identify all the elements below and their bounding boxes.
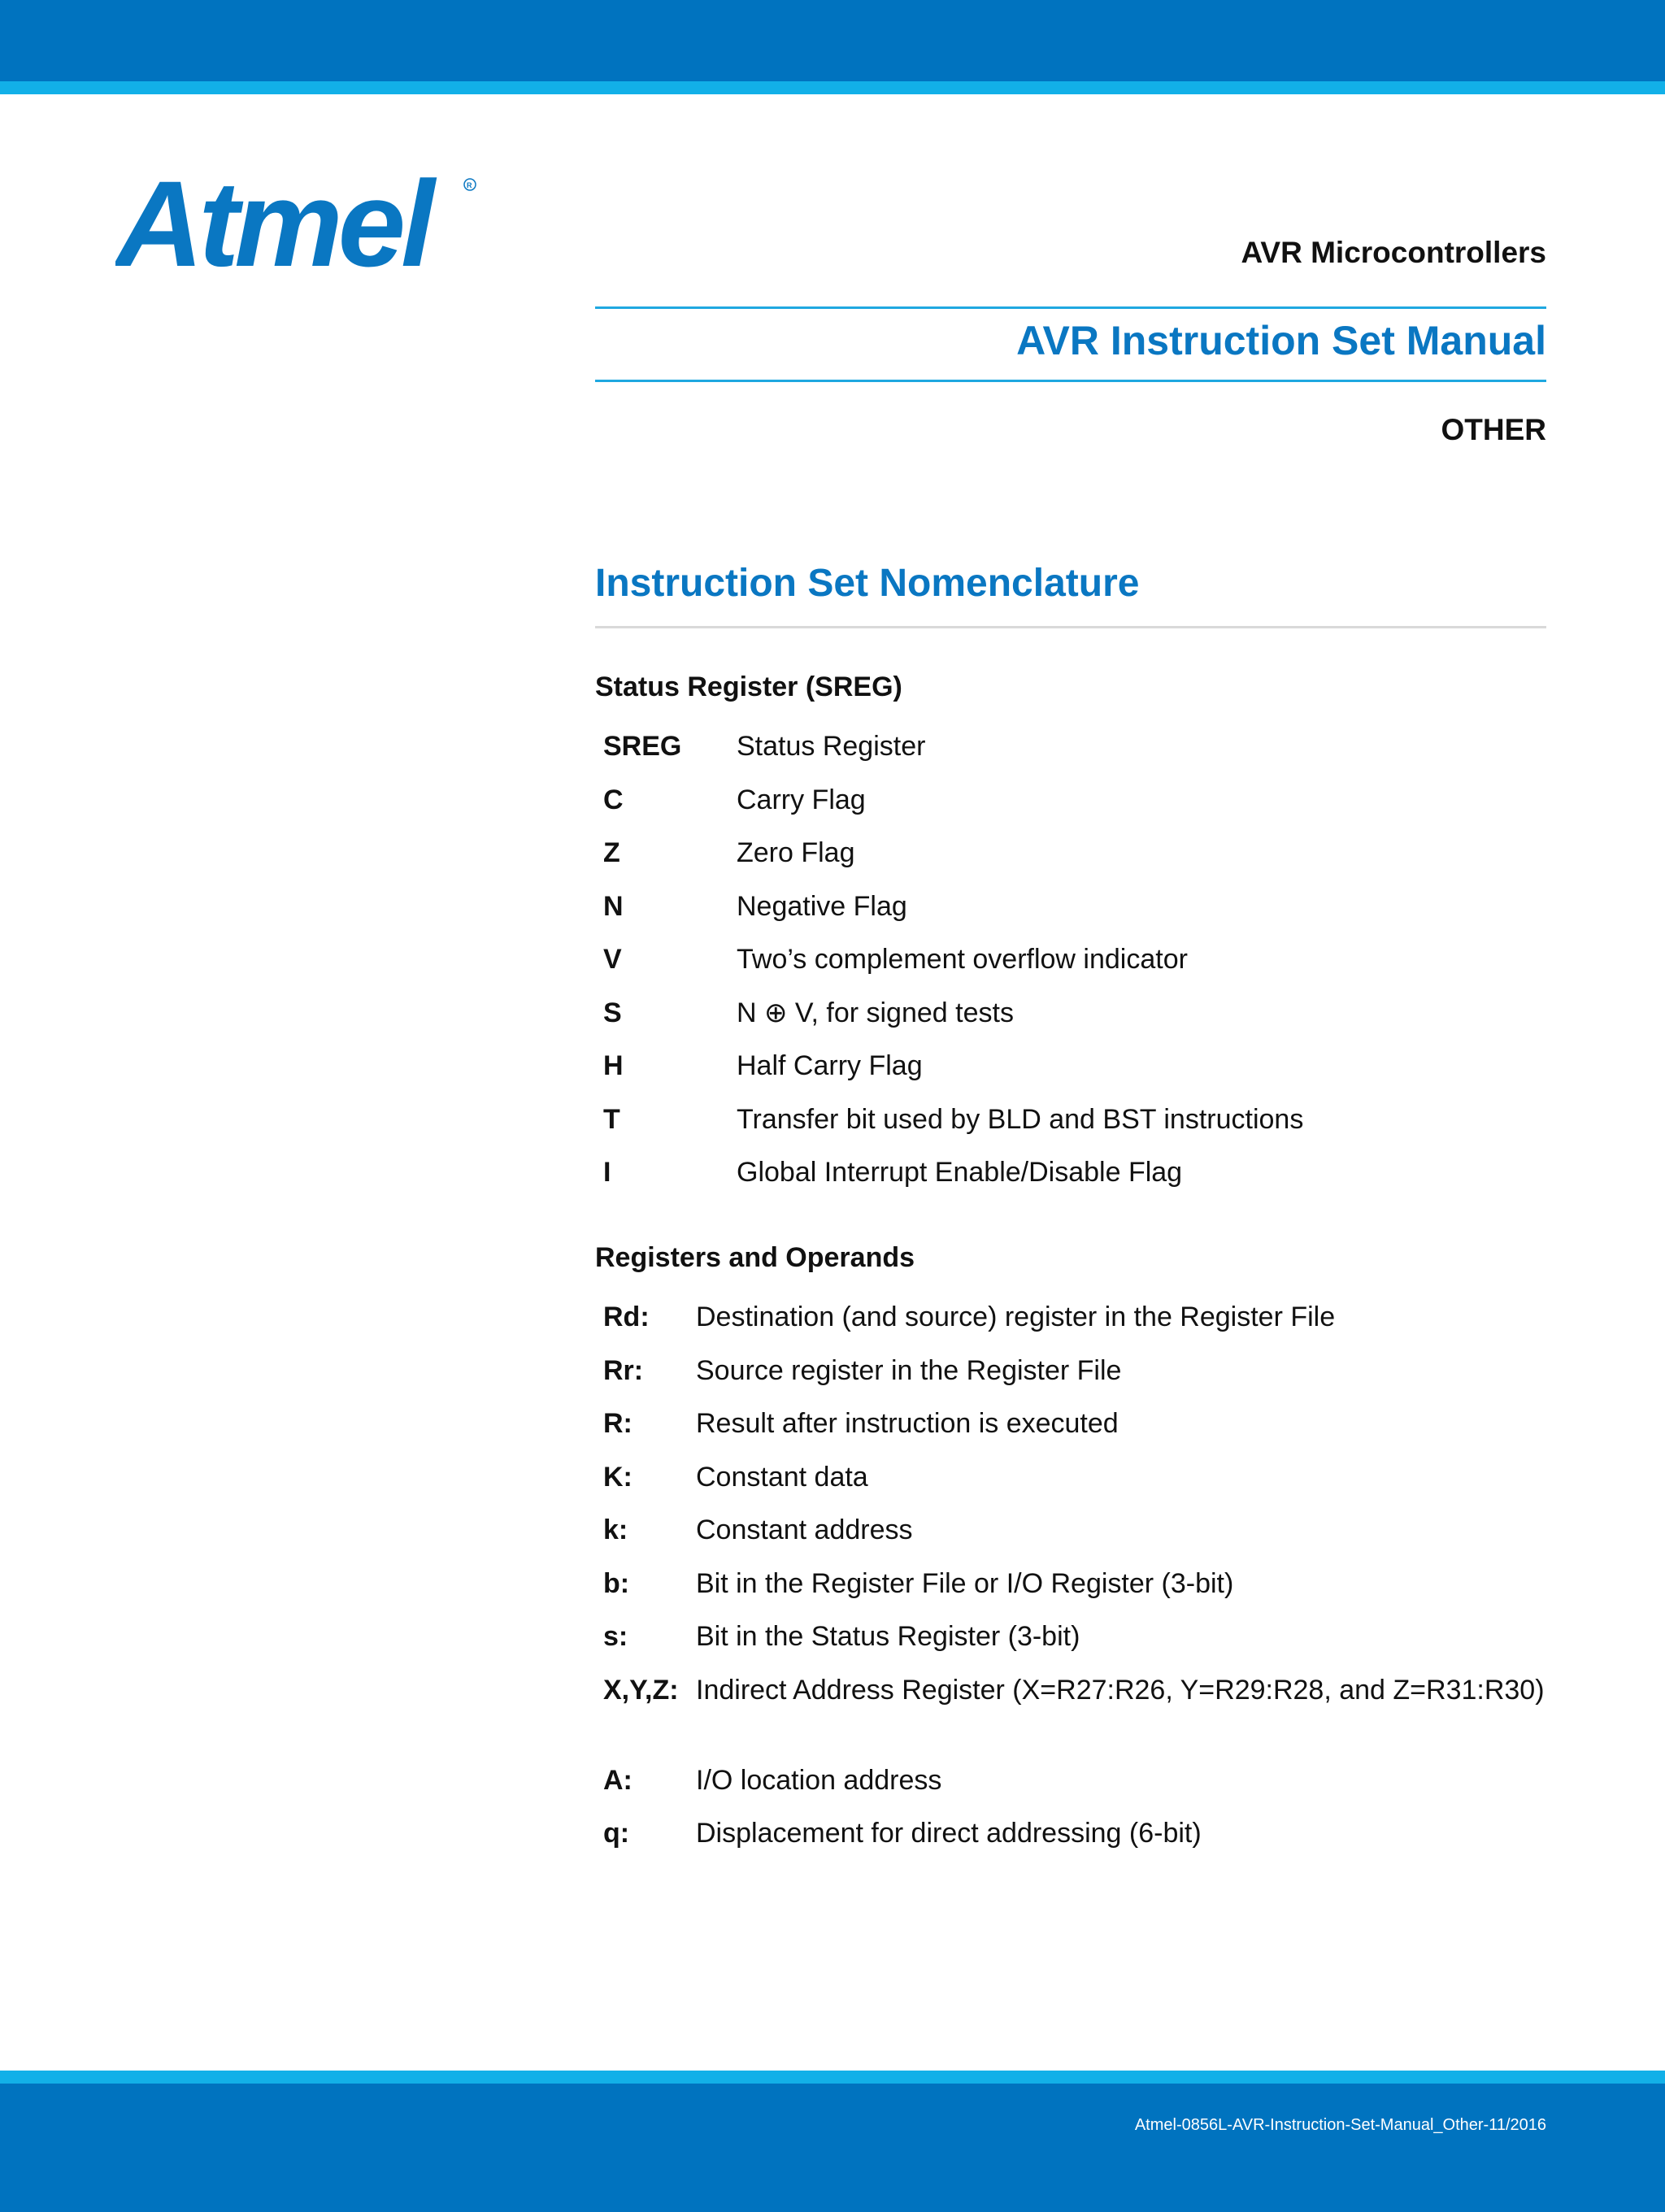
list-item [603, 835, 1546, 889]
operand-description: Displacement for direct addressing (6-bit) [696, 1818, 1202, 1849]
operand-term: b: [603, 1567, 630, 1599]
operand-term: A: [603, 1764, 633, 1796]
operand-term: Rd: [603, 1302, 650, 1332]
atmel-logo [115, 167, 489, 280]
list-item [603, 1815, 1546, 1869]
flag-term: V [603, 944, 622, 975]
svg-text:Atmel: Atmel [115, 167, 430, 280]
operand-term: s: [603, 1621, 628, 1652]
list-item [603, 782, 1546, 836]
header-accent-stripe [0, 81, 1665, 94]
document-title: AVR Instruction Set Manual [1016, 318, 1546, 363]
status-register-list [603, 728, 1546, 1208]
list-item [603, 1353, 1546, 1406]
list-item [603, 941, 1546, 995]
operand-description: Destination (and source) register in the Register File [696, 1302, 1336, 1332]
operand-description: Indirect Address Register (X=R27:R26, Y=R29:R28, and Z=R31:R30) [696, 1674, 1545, 1706]
list-item [603, 1459, 1546, 1513]
operand-description: Bit in the Register File or I/O Register (3-bit) [696, 1567, 1234, 1599]
list-item [603, 1672, 1546, 1762]
list-item [603, 889, 1546, 942]
operand-term: K: [603, 1461, 633, 1493]
status-register-heading: Status Register (SREG) [595, 671, 902, 702]
title-rule-bottom [595, 380, 1546, 382]
section-heading: Instruction Set Nomenclature [595, 562, 1140, 605]
flag-description: Half Carry Flag [737, 1050, 923, 1081]
svg-text:R: R [467, 181, 472, 189]
operand-term: R: [603, 1408, 633, 1439]
flag-term: I [603, 1157, 611, 1188]
flag-term: S [603, 997, 622, 1028]
flag-description: N ⊕ V, for signed tests [737, 997, 1014, 1028]
operand-description: Result after instruction is executed [696, 1408, 1119, 1439]
operand-description: I/O location address [696, 1764, 942, 1796]
flag-description: Negative Flag [737, 890, 907, 922]
list-item [603, 1299, 1546, 1353]
header-band [0, 0, 1665, 81]
list-item [603, 1048, 1546, 1102]
operand-description: Constant data [696, 1461, 868, 1493]
list-item [603, 1512, 1546, 1566]
title-rule-top [595, 306, 1546, 309]
operand-description: Source register in the Register File [696, 1354, 1122, 1386]
operand-description: Constant address [696, 1515, 913, 1545]
list-item [603, 1406, 1546, 1459]
footer-band [0, 2084, 1665, 2212]
flag-description: Zero Flag [737, 837, 855, 868]
flag-description: Transfer bit used by BLD and BST instructions [737, 1103, 1304, 1135]
flag-term: T [603, 1103, 620, 1135]
product-line: AVR Microcontrollers [1241, 236, 1546, 269]
flag-description: Status Register [737, 731, 926, 762]
footer-accent-stripe [0, 2071, 1665, 2084]
flag-term: Z [603, 837, 620, 868]
flag-term: N [603, 890, 624, 922]
flag-description: Carry Flag [737, 784, 866, 815]
operand-term: Rr: [603, 1354, 644, 1386]
list-item [603, 995, 1546, 1049]
operand-term: X,Y,Z: [603, 1674, 679, 1706]
operand-description: Bit in the Status Register (3-bit) [696, 1621, 1080, 1652]
flag-term: H [603, 1050, 624, 1081]
document-code: Atmel-0856L-AVR-Instruction-Set-Manual_Other-11/2016 [1134, 2116, 1546, 2134]
document-category: OTHER [1441, 413, 1546, 446]
flag-description: Global Interrupt Enable/Disable Flag [737, 1157, 1183, 1188]
list-item [603, 1566, 1546, 1619]
list-item [603, 1619, 1546, 1672]
registers-operands-heading: Registers and Operands [595, 1242, 915, 1273]
list-item [603, 1762, 1546, 1816]
list-item [603, 1102, 1546, 1155]
list-item [603, 728, 1546, 782]
flag-term: SREG [603, 731, 682, 762]
section-rule [595, 626, 1546, 628]
flag-description: Two’s complement overflow indicator [737, 944, 1188, 975]
flag-term: C [603, 784, 624, 815]
registers-operands-list [603, 1299, 1546, 1869]
operand-term: k: [603, 1515, 628, 1545]
operand-term: q: [603, 1818, 630, 1849]
list-item [603, 1154, 1546, 1208]
